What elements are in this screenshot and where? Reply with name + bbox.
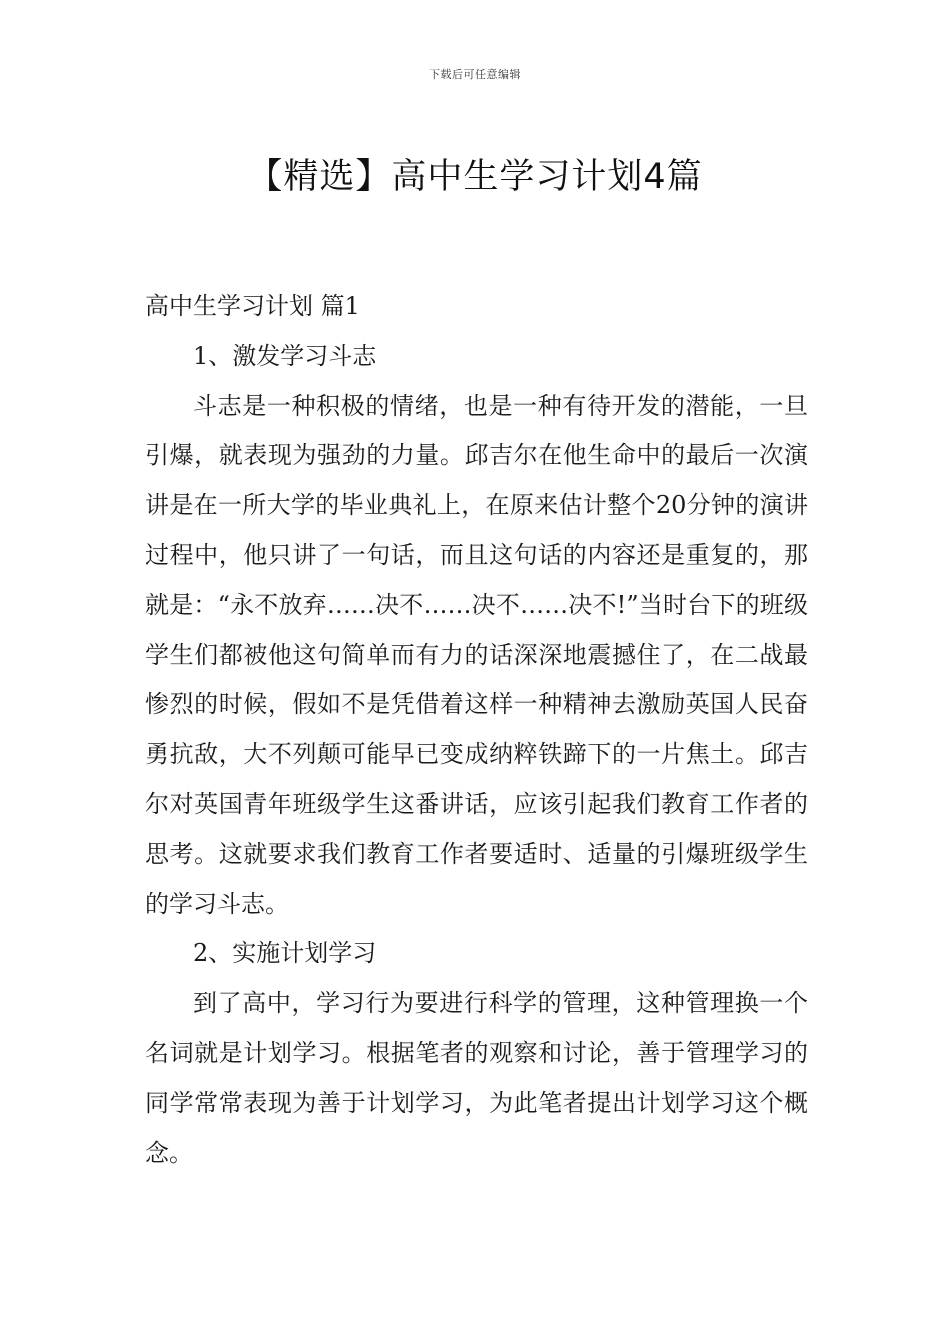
header-note: 下载后可任意编辑 xyxy=(429,68,521,81)
section-heading: 高中生学习计划 篇1 xyxy=(145,292,360,320)
document-body xyxy=(145,282,808,1178)
subheading-1: 1、激发学习斗志 xyxy=(193,341,377,370)
paragraph-2: 到了高中，学习行为要进行科学的管理，这种管理换一个名词就是计划学习。根据笔者的观察和讨论，善于管理学习的同学常常表现为善于计划学习，为此笔者提出计划学习这个概念。 xyxy=(145,989,808,1167)
subheading-2: 2、实施计划学习 xyxy=(193,939,377,968)
document-title: 【精选】高中生学习计划4篇 xyxy=(247,157,703,198)
paragraph-1: 斗志是一种积极的情绪，也是一种有待开发的潜能，一旦引爆，就表现为强劲的力量。邱吉尔在他生命中的最后一次演讲是在一所大学的毕业典礼上，在原来估计整个20分钟的演讲过程中，他只讲了一句话，而且这句话的内容还是重复的，那就是：“永不放弃……决不……决不……决不!”当时台下的班级学生们都被他这句简单而有力的话深深地震撼住了，在二战最惨烈的时候，假如不是凭借着这样一种精神去激励英国人民奋勇抗敌，大不列颠可能早已变成纳粹铁蹄下的一片焦土。邱吉尔对英国青年班级学生这番讲话，应该引起我们教育工作者的思考。这就要求我们教育工作者要适时、适量的引爆班级学生的学习斗志。 xyxy=(145,391,808,918)
